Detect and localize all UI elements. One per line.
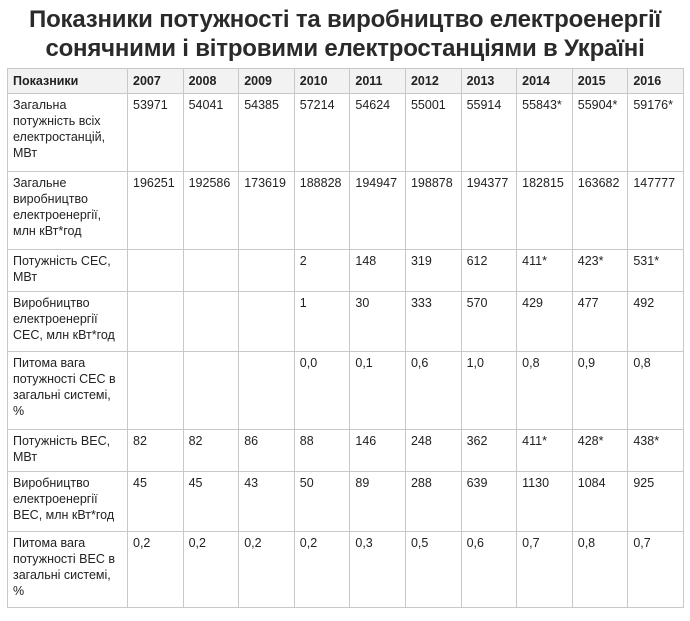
header-indicator: Показники bbox=[8, 69, 128, 94]
header-year-2013: 2013 bbox=[461, 69, 517, 94]
table-cell: 146 bbox=[350, 430, 406, 472]
table-cell: 1130 bbox=[517, 472, 573, 532]
table-cell bbox=[239, 352, 295, 430]
table-row bbox=[8, 532, 684, 608]
table-cell: 2 bbox=[294, 250, 350, 292]
table-cell: 0,0 bbox=[294, 352, 350, 430]
table-cell: 0,8 bbox=[628, 352, 684, 430]
table-cell: 319 bbox=[405, 250, 461, 292]
table-cell: 0,2 bbox=[239, 532, 295, 608]
data-table bbox=[7, 68, 684, 608]
table-row bbox=[8, 292, 684, 352]
table-row bbox=[8, 472, 684, 532]
table-cell: 182815 bbox=[517, 172, 573, 250]
table-cell: 423* bbox=[572, 250, 628, 292]
table-header-row bbox=[8, 69, 684, 94]
table-cell: 45 bbox=[128, 472, 184, 532]
table-cell: 0,8 bbox=[517, 352, 573, 430]
table-cell: 1084 bbox=[572, 472, 628, 532]
row-label: Загальне виробництво електроенергії, млн кВт*год bbox=[8, 172, 128, 250]
table-cell: 50 bbox=[294, 472, 350, 532]
table-cell: 88 bbox=[294, 430, 350, 472]
table-cell: 54041 bbox=[183, 94, 239, 172]
row-label: Потужність ВЕС, МВт bbox=[8, 430, 128, 472]
table-cell bbox=[239, 292, 295, 352]
table-cell: 492 bbox=[628, 292, 684, 352]
table-cell: 438* bbox=[628, 430, 684, 472]
table-cell: 1 bbox=[294, 292, 350, 352]
header-year-2012: 2012 bbox=[405, 69, 461, 94]
table-cell: 86 bbox=[239, 430, 295, 472]
table-cell: 570 bbox=[461, 292, 517, 352]
table-cell: 148 bbox=[350, 250, 406, 292]
table-cell: 428* bbox=[572, 430, 628, 472]
table-row bbox=[8, 352, 684, 430]
table-cell: 194947 bbox=[350, 172, 406, 250]
table-cell: 0,2 bbox=[183, 532, 239, 608]
table-cell: 173619 bbox=[239, 172, 295, 250]
row-label: Питома вага потужності ВЕС в загальні системі, % bbox=[8, 532, 128, 608]
table-cell: 0,3 bbox=[350, 532, 406, 608]
page-title bbox=[0, 0, 690, 67]
title-line-1: Показники потужності та виробництво електроенергії bbox=[29, 6, 661, 33]
table-cell: 0,9 bbox=[572, 352, 628, 430]
row-label: Виробництво електроенергії ВЕС, млн кВт*год bbox=[8, 472, 128, 532]
table-cell: 411* bbox=[517, 430, 573, 472]
table-cell: 43 bbox=[239, 472, 295, 532]
table-cell bbox=[128, 250, 184, 292]
table-cell: 54385 bbox=[239, 94, 295, 172]
header-year-2014: 2014 bbox=[517, 69, 573, 94]
table-cell bbox=[128, 352, 184, 430]
table-cell: 429 bbox=[517, 292, 573, 352]
table-cell: 639 bbox=[461, 472, 517, 532]
header-year-2008: 2008 bbox=[183, 69, 239, 94]
header-year-2016: 2016 bbox=[628, 69, 684, 94]
table-cell: 30 bbox=[350, 292, 406, 352]
table-cell: 288 bbox=[405, 472, 461, 532]
table-cell: 55001 bbox=[405, 94, 461, 172]
table-cell: 477 bbox=[572, 292, 628, 352]
header-year-2015: 2015 bbox=[572, 69, 628, 94]
row-label: Виробництво електроенергії СЕС, млн кВт*год bbox=[8, 292, 128, 352]
table-body bbox=[8, 94, 684, 608]
row-label: Потужність СЕС, МВт bbox=[8, 250, 128, 292]
header-year-2011: 2011 bbox=[350, 69, 406, 94]
table-cell: 194377 bbox=[461, 172, 517, 250]
table-cell: 82 bbox=[128, 430, 184, 472]
table-cell: 0,7 bbox=[517, 532, 573, 608]
table-cell: 55914 bbox=[461, 94, 517, 172]
table-cell: 55904* bbox=[572, 94, 628, 172]
table-cell: 612 bbox=[461, 250, 517, 292]
table-cell: 57214 bbox=[294, 94, 350, 172]
table-cell: 54624 bbox=[350, 94, 406, 172]
table-cell: 333 bbox=[405, 292, 461, 352]
row-label: Питома вага потужності СЕС в загальні системі, % bbox=[8, 352, 128, 430]
table-cell: 45 bbox=[183, 472, 239, 532]
table-cell: 196251 bbox=[128, 172, 184, 250]
table-cell: 925 bbox=[628, 472, 684, 532]
table-cell: 0,8 bbox=[572, 532, 628, 608]
table-cell: 82 bbox=[183, 430, 239, 472]
table-cell bbox=[239, 250, 295, 292]
table-cell: 188828 bbox=[294, 172, 350, 250]
table-cell: 55843* bbox=[517, 94, 573, 172]
table-cell bbox=[183, 352, 239, 430]
table-cell: 248 bbox=[405, 430, 461, 472]
table-cell: 147777 bbox=[628, 172, 684, 250]
table-cell: 89 bbox=[350, 472, 406, 532]
header-year-2010: 2010 bbox=[294, 69, 350, 94]
table-cell: 198878 bbox=[405, 172, 461, 250]
table-cell bbox=[128, 292, 184, 352]
table-cell: 53971 bbox=[128, 94, 184, 172]
table-row bbox=[8, 172, 684, 250]
table-cell: 411* bbox=[517, 250, 573, 292]
table-cell: 59176* bbox=[628, 94, 684, 172]
table-cell: 531* bbox=[628, 250, 684, 292]
header-year-2009: 2009 bbox=[239, 69, 295, 94]
table-cell: 362 bbox=[461, 430, 517, 472]
header-year-2007: 2007 bbox=[128, 69, 184, 94]
table-cell: 0,2 bbox=[294, 532, 350, 608]
table-cell bbox=[183, 250, 239, 292]
table-cell: 0,7 bbox=[628, 532, 684, 608]
table-row bbox=[8, 430, 684, 472]
table-row bbox=[8, 94, 684, 172]
table-cell: 0,1 bbox=[350, 352, 406, 430]
table-cell bbox=[183, 292, 239, 352]
table-cell: 0,6 bbox=[405, 352, 461, 430]
table-row bbox=[8, 250, 684, 292]
table-cell: 192586 bbox=[183, 172, 239, 250]
table-cell: 1,0 bbox=[461, 352, 517, 430]
table-cell: 0,2 bbox=[128, 532, 184, 608]
table-cell: 0,5 bbox=[405, 532, 461, 608]
table-cell: 0,6 bbox=[461, 532, 517, 608]
row-label: Загальна потужність всіх електростанцій, МВт bbox=[8, 94, 128, 172]
title-line-2: сонячними і вітровими електростанціями в Україні bbox=[45, 35, 645, 62]
table-cell: 163682 bbox=[572, 172, 628, 250]
